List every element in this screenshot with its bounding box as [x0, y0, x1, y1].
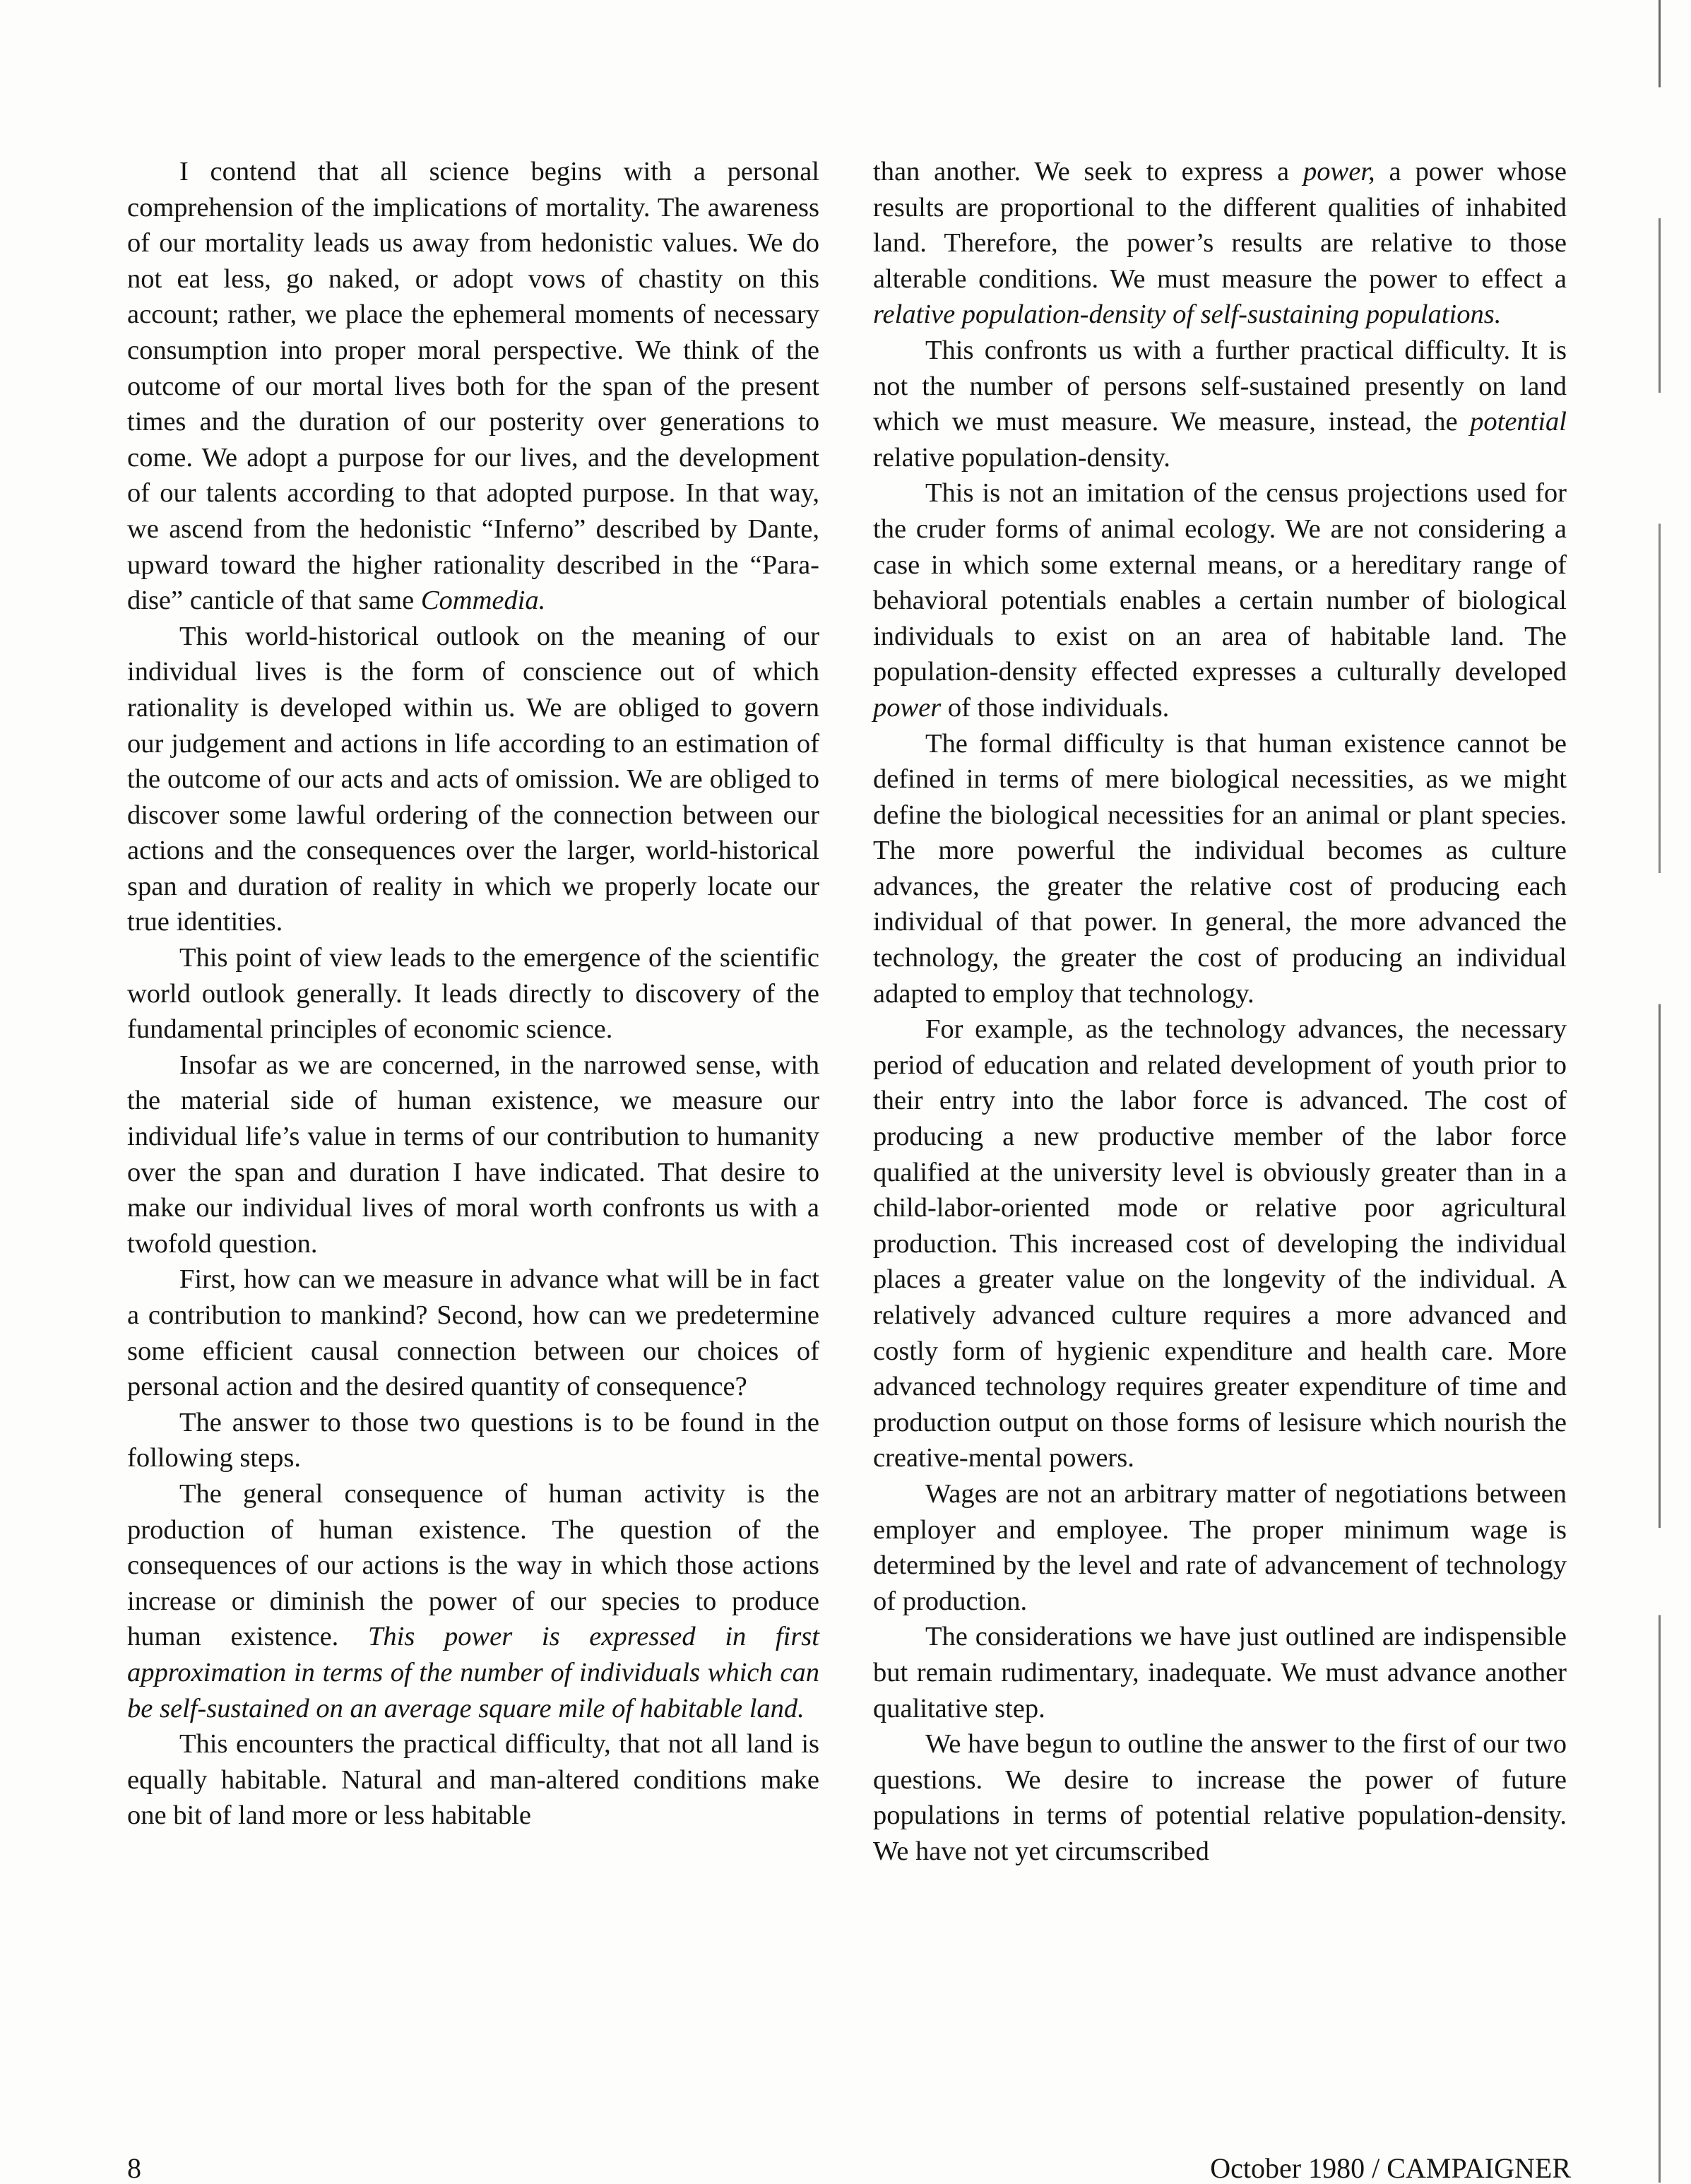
paragraph: This world-historical outlook on the meaning of our individual lives is the form of conscience out of which rationality is developed within us. We are obliged to govern our judgement and actions in life according to an estimation of the outcome of our acts and acts of omission. We are obliged to discover some lawful ordering of the connection between our actions and the consequences over the larger, world-historical span and duration of reality in which we properly locate our true identities.	[127, 621, 819, 937]
paragraph: We have begun to outline the answer to the first of our two questions. We desire to increase the power of future populations in terms of potential relative population-density. We have not yet circumscribed	[873, 1729, 1567, 1866]
running-footer: October 1980 / CAMPAIGNER	[1210, 2152, 1571, 2184]
paragraph: This point of view leads to the emergence of the scientific world outlook generally. It leads directly to discovery of the fundamental principles of economic science.	[127, 943, 819, 1045]
paragraph: This confronts us with a further practical difficulty. It is not the number of persons self-sustained presently on land which we must measure. We measure, instead, the potential relative population-density.	[873, 335, 1567, 473]
left-column	[127, 154, 819, 1834]
paragraph: The formal difficulty is that human existence cannot be defined in terms of mere biological necessities, as we might define the biological necessities for an animal or plant species. The more powerful the individual becomes as culture advances, the greater the relative cost of producing each individual of that power. In general, the more advanced the technology, the greater the cost of producing an individual adapted to employ that technology.	[873, 728, 1567, 1009]
paragraph: First, how can we measure in advance what will be in fact a contribution to mankind? Second, how can we predetermine some efficient causal connection between our choices of personal action and the desired quantity of consequence?	[127, 1264, 819, 1402]
paragraph: I contend that all science begins with a personal comprehension of the implications of mortality. The awareness of our mortality leads us away from hedonistic values. We do not eat less, go naked, or adopt vows of chastity on this account; rather, we place the ephemeral moments of necessary consumption into proper moral perspective. We think of the outcome of our mortal lives both for the span of the present times and the duration of our posterity over generations to come. We adopt a purpose for our lives, and the development of our talents according to that adopted purpose. In that way, we ascend from the hedonistic “Inferno” described by Dante, upward toward the higher rationality described in the “Paradise” canticle of that same Commedia.	[127, 157, 819, 616]
paragraph: This encounters the practical difficulty, that not all land is equally habitable. Natural and man-altered conditions make one bit of land more or less habitable	[127, 1729, 819, 1831]
paragraph-continued: than another. We seek to express a power, a power whose results are proportional to the different qualities of inhabited land. Therefore, the power’s results are relative to those alterable conditions. We must measure the power to effect a relative population-density of self-sustaining populations.	[873, 157, 1567, 330]
right-column	[873, 154, 1567, 1870]
scan-margin-edge	[1659, 0, 1661, 2183]
paragraph: The general consequence of human activity is the production of human existence. The question of the consequences of our actions is the way in which those actions increase or diminish the power of our species to produce human existence. This power is expressed in first approximation in terms of the number of individuals which can be self-sustained on an average square mile of habitable land.	[127, 1478, 819, 1723]
paragraph: For example, as the technology advances, the necessary period of education and related development of youth prior to their entry into the labor force is advanced. The cost of producing a new productive member of the labor force qualified at the university level is obviously greater than in a child-labor-oriented mode or relative poor agricultural production. This increased cost of developing the individual places a greater value on the longevity of the individual. A relatively advanced culture requires a more advanced and costly form of hygienic expenditure and health care. More advanced technology requires greater expenditure of time and production output on those forms of lesisure which nourish the creative-mental powers.	[873, 1014, 1567, 1473]
paragraph: The considerations we have just outlined are indispensible but remain rudimentary, inadequate. We must advance another qualitative step.	[873, 1622, 1567, 1723]
paragraph: The answer to those two questions is to be found in the following steps.	[127, 1407, 819, 1473]
paragraph: Insofar as we are concerned, in the narrowed sense, with the material side of human existence, we measure our individual life’s value in terms of our contribution to humanity over the span and duration I have indicated. That desire to make our individual lives of moral worth confronts us with a twofold question.	[127, 1050, 819, 1259]
page-number: 8	[127, 2152, 141, 2184]
paragraph: This is not an imitation of the census projections used for the cruder forms of animal ecology. We are not considering a case in which some external means, or a hereditary range of behavioral potentials enables a certain number of biological individuals to exist on an area of habitable land. The population-density effected expresses a culturally developed power of those individuals.	[873, 478, 1567, 723]
paragraph: Wages are not an arbitrary matter of negotiations between employer and employee. The proper minimum wage is determined by the level and rate of advancement of technology of production.	[873, 1478, 1567, 1616]
